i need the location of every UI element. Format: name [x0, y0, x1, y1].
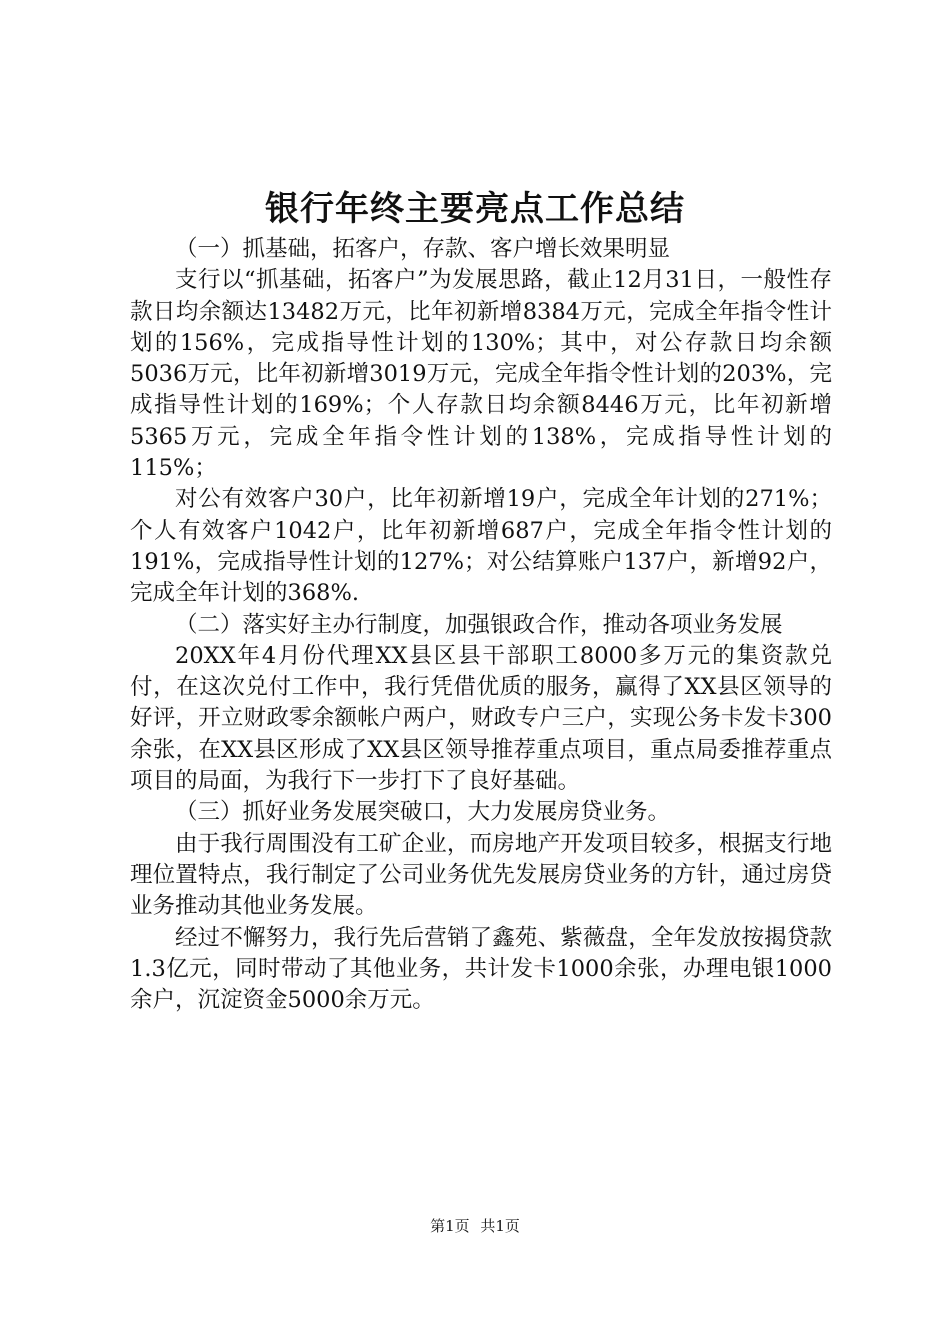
section-heading-2: （二）落实好主办行制度，加强银政合作，推动各项业务发展	[175, 611, 783, 638]
section-heading-1: （一）抓基础，拓客户，存款、客户增长效果明显	[175, 236, 671, 262]
body-paragraph: 对公有效客户30户，比年初新增19户，完成全年计划的271%；个人有效客户1042户，比年初新增687户，完成全年指令性计划的191%，完成指导性计划的127%；对公结算账户137户，新增92户，完成全年计划的368%.	[130, 486, 832, 607]
page-number: 第1页	[430, 1217, 470, 1235]
page-footer	[0, 1216, 950, 1236]
section-heading-3: （三）抓好业务发展突破口，大力发展房贷业务。	[175, 799, 671, 826]
body-paragraph: 支行以“抓基础，拓客户”为发展思路，截止12月31日，一般性存款日均余额达13482万元，比年初新增8384万元，完成全年指令性计划的156%，完成指导性计划的130%；其中，对公存款日均余额5036万元，比年初新增3019万元，完成全年指令性计划的203%，完成指导性计划的169%；个人存款日均余额8446万元，比年初新增5365万元，完成全年指令性计划的138%，完成指导性计划的115%；	[130, 267, 832, 482]
page-total: 共1页	[480, 1217, 520, 1235]
document-title: 银行年终主要亮点工作总结	[265, 189, 685, 229]
document-body	[130, 234, 832, 1016]
body-paragraph: 由于我行周围没有工矿企业，而房地产开发项目较多，根据支行地理位置特点，我行制定了公司业务优先发展房贷业务的方针，通过房贷业务推动其他业务发展。	[130, 830, 832, 920]
body-paragraph: 20XX年4月份代理XX县区县干部职工8000多万元的集资款兑付，在这次兑付工作中，我行凭借优质的服务，赢得了XX县区领导的好评，开立财政零余额帐户两户，财政专户三户，实现公务卡发卡300余张，在XX县区形成了XX县区领导推荐重点项目，重点局委推荐重点项目的局面，为我行下一步打下了良好基础。	[130, 642, 832, 795]
body-paragraph: 经过不懈努力，我行先后营销了鑫苑、紫薇盘，全年发放按揭贷款1.3亿元，同时带动了其他业务，共计发卡1000余张，办理电银1000余户，沉淀资金5000余万元。	[130, 924, 832, 1014]
